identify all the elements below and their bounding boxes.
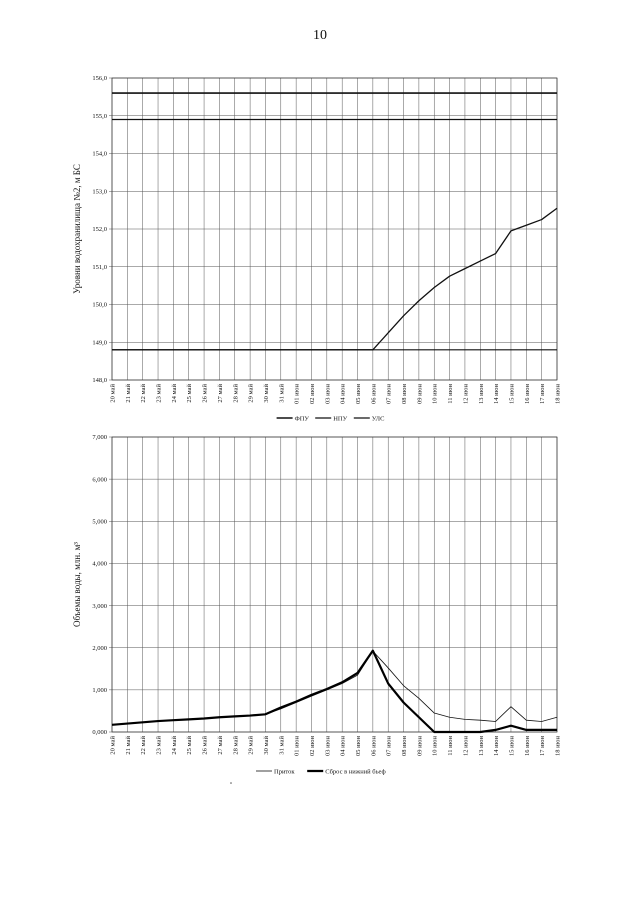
x-tick-label: 29 май xyxy=(247,736,255,755)
x-tick-label: 09 июн xyxy=(416,736,424,756)
x-tick-label: 17 июн xyxy=(539,384,547,404)
y-tick-label: 148,0 xyxy=(92,377,107,385)
x-tick-label: 16 июн xyxy=(523,736,531,756)
x-tick-label: 17 июн xyxy=(539,736,547,756)
x-tick-label: 05 июн xyxy=(355,736,363,756)
x-tick-label: 23 май xyxy=(155,736,163,755)
x-tick-label: 06 июн xyxy=(370,736,378,756)
x-tick-label: 16 июн xyxy=(523,384,531,404)
series-line-2 xyxy=(112,651,557,732)
x-tick-label: 25 май xyxy=(186,384,194,403)
y-tick-label: 150,0 xyxy=(92,301,107,309)
y-tick-label: 155,0 xyxy=(92,112,107,120)
y-tick-label: 3,000 xyxy=(92,602,107,610)
x-tick-label: 08 июн xyxy=(401,736,409,756)
y-tick-label: 152,0 xyxy=(92,226,107,234)
y-tick-label: 7,000 xyxy=(92,434,107,442)
x-tick-label: 04 июн xyxy=(339,384,347,404)
x-tick-label: 04 июн xyxy=(339,736,347,756)
y-tick-label: 153,0 xyxy=(92,188,107,196)
x-tick-label: 27 май xyxy=(216,736,224,755)
x-tick-label: 20 май xyxy=(109,384,117,403)
y-tick-label: 1,000 xyxy=(92,687,107,695)
legend-label: ФПУ xyxy=(294,415,310,423)
y-axis-label: Уровни водохранилища №2, м БС xyxy=(72,164,82,294)
x-tick-label: 10 июн xyxy=(431,736,439,756)
x-tick-label: 21 май xyxy=(124,736,132,755)
y-axis-label: Объемы воды, млн. м³ xyxy=(72,542,82,627)
x-tick-label: 30 май xyxy=(262,736,270,755)
x-tick-label: 27 май xyxy=(216,384,224,403)
x-tick-label: 29 май xyxy=(247,384,255,403)
x-tick-label: 31 май xyxy=(278,384,286,403)
y-tick-label: 4,000 xyxy=(92,560,107,568)
y-tick-label: 151,0 xyxy=(92,263,107,271)
x-tick-label: 14 июн xyxy=(493,736,501,756)
page-number: 10 xyxy=(313,28,327,43)
x-tick-label: 30 май xyxy=(262,384,270,403)
x-tick-label: 12 июн xyxy=(462,384,470,404)
x-tick-label: 15 июн xyxy=(508,384,516,404)
x-tick-label: 03 июн xyxy=(324,384,332,404)
x-tick-label: 18 июн xyxy=(554,736,562,756)
x-tick-label: 05 июн xyxy=(355,384,363,404)
x-tick-label: 01 июн xyxy=(293,736,301,756)
x-tick-label: 03 июн xyxy=(324,736,332,756)
x-tick-label: 15 июн xyxy=(508,736,516,756)
chart-1 xyxy=(72,75,562,422)
y-tick-label: 149,0 xyxy=(92,339,107,347)
y-tick-label: 5,000 xyxy=(92,518,107,526)
x-tick-label: 02 июн xyxy=(308,736,316,756)
series-line-3 xyxy=(112,208,557,350)
x-tick-label: 08 июн xyxy=(401,384,409,404)
plot-frame xyxy=(112,437,557,732)
legend-label: Сброс в нижний бьеф xyxy=(325,768,386,776)
x-tick-label: 18 июн xyxy=(554,384,562,404)
chart-2 xyxy=(72,434,562,775)
x-tick-label: 09 июн xyxy=(416,384,424,404)
legend xyxy=(256,768,386,775)
x-tick-label: 12 июн xyxy=(462,736,470,756)
y-tick-label: 6,000 xyxy=(92,476,107,484)
x-tick-label: 26 май xyxy=(201,384,209,403)
x-tick-label: 21 май xyxy=(124,384,132,403)
x-tick-label: 02 июн xyxy=(308,384,316,404)
legend-label: Приток xyxy=(274,768,295,776)
x-tick-label: 20 май xyxy=(109,736,117,755)
x-tick-label: 11 июн xyxy=(447,384,455,404)
scan-dot xyxy=(230,782,232,784)
y-tick-label: 154,0 xyxy=(92,150,107,158)
x-tick-label: 22 май xyxy=(140,736,148,755)
x-tick-label: 11 июн xyxy=(447,736,455,756)
x-tick-label: 24 май xyxy=(170,736,178,755)
x-tick-label: 22 май xyxy=(140,384,148,403)
y-tick-label: 156,0 xyxy=(92,75,107,83)
legend-label: УЛС xyxy=(371,415,385,423)
series-line-1 xyxy=(112,651,557,725)
y-tick-label: 0,000 xyxy=(92,729,107,737)
x-tick-label: 07 июн xyxy=(385,384,393,404)
x-tick-label: 06 июн xyxy=(370,384,378,404)
x-tick-label: 13 июн xyxy=(477,384,485,404)
x-tick-label: 24 май xyxy=(170,384,178,403)
x-tick-label: 26 май xyxy=(201,736,209,755)
legend xyxy=(277,415,385,422)
x-tick-label: 14 июн xyxy=(493,384,501,404)
y-tick-label: 2,000 xyxy=(92,644,107,652)
x-tick-label: 07 июн xyxy=(385,736,393,756)
x-tick-label: 28 май xyxy=(232,736,240,755)
x-tick-label: 13 июн xyxy=(477,736,485,756)
x-tick-label: 31 май xyxy=(278,736,286,755)
legend-label: НПУ xyxy=(333,415,348,423)
x-tick-label: 28 май xyxy=(232,384,240,403)
x-tick-label: 10 июн xyxy=(431,384,439,404)
x-tick-label: 23 май xyxy=(155,384,163,403)
x-tick-label: 25 май xyxy=(186,736,194,755)
x-tick-label: 01 июн xyxy=(293,384,301,404)
